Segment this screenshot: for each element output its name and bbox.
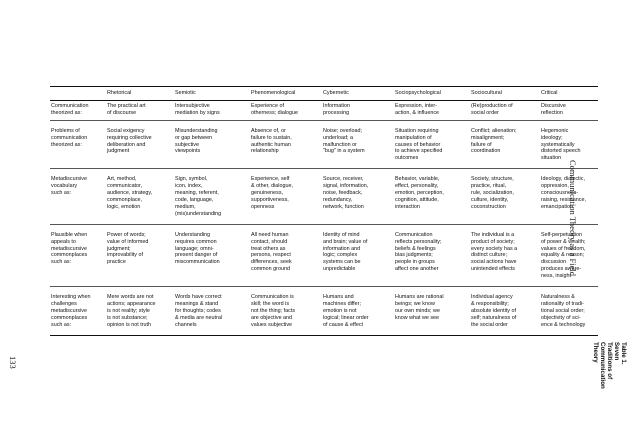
running-head: Communication Theory as a Field (568, 160, 578, 276)
cell-text-line: The practical art (107, 102, 146, 109)
cell-text-line: practice (107, 259, 126, 266)
cell-text-line: skill; the word is (251, 300, 290, 307)
cell-text-line: bias judgments; (395, 252, 433, 259)
cell-text-line: Communication (395, 231, 433, 238)
cell-text-line: Communication is (251, 294, 294, 301)
cell-text-line: is not substance; (107, 314, 148, 321)
cell-text-line: our own minds; we (395, 307, 440, 314)
cell-text-line: meanings & stand (175, 300, 219, 307)
cell-text-line: failure of (471, 141, 492, 148)
cell-text-line: discussion (541, 259, 567, 266)
cell-text-line: treat others as (251, 245, 286, 252)
cell-text-line: manipulation of (395, 134, 432, 141)
cell-text-line: "bug" in a system (323, 148, 365, 155)
cell-text-line: systems can be (323, 259, 361, 266)
cell-text-line: Ideology, dialectic, (541, 176, 585, 183)
cell-text-line: Sign, symbol, (175, 176, 208, 183)
cell-text-line: underload; a (323, 134, 353, 141)
cell-text-line: Behavior, variable, (395, 176, 440, 183)
cell-text-line: information and (323, 245, 361, 252)
cell-text-line: network, function (323, 203, 364, 210)
cell-text-line: the social order (471, 321, 508, 328)
cell-text-line: ness, insight (541, 273, 571, 280)
cell-text-line: deliberation and (107, 141, 146, 148)
row-label-cell (50, 100, 106, 120)
cell-text-line: not the thing; facts (251, 307, 296, 314)
cell-text-line: requires common (175, 238, 217, 245)
table-cell (470, 169, 540, 224)
cell-text-line: vocabulary (51, 183, 78, 190)
cell-text-line: objectivity of sci- (541, 314, 581, 321)
cell-text-line: Metadiscursive (51, 176, 87, 183)
cell-text-line: know what we see (395, 314, 440, 321)
cell-text-line: consciousness- (541, 190, 579, 197)
cell-text-line: raising, resistance, (541, 196, 586, 203)
caption-line: Communication (599, 342, 606, 389)
cell-text-line: and brain; value of (323, 238, 368, 245)
cell-text-line: actions; appearance (107, 300, 156, 307)
cell-text-line: challenges (51, 300, 77, 307)
cell-text-line: product of society; (471, 238, 515, 245)
table-cell (470, 100, 540, 120)
table-cell (174, 224, 250, 286)
cell-text-line: Understanding (175, 231, 211, 238)
cell-text-line: differences, seek (251, 259, 292, 266)
cell-text-line: absolute identity of (471, 307, 516, 314)
caption-line: Table 1. (620, 342, 627, 365)
cell-text-line: logic, emotion (107, 203, 141, 210)
cell-text-line: Humans and (323, 294, 354, 301)
cell-text-line: for thoughts; codes (175, 307, 221, 314)
cell-text-line: beliefs & feelings (395, 245, 436, 252)
caption-line: Traditions of (606, 342, 613, 380)
cell-text-line: interaction (395, 203, 420, 210)
table-row (50, 287, 598, 336)
table-cell (394, 120, 470, 169)
table-cell (250, 169, 322, 224)
cell-text-line: unpredictable (323, 266, 356, 273)
table-caption (523, 342, 627, 389)
cell-text-line: commonplaces (51, 252, 88, 259)
cell-text-line: Communication (51, 102, 89, 109)
cell-text-line: or gap between (175, 134, 213, 141)
cell-text-line: Experience, self (251, 176, 290, 183)
cell-text-line: commonplaces (51, 314, 88, 321)
cell-text-line: people in groups (395, 259, 435, 266)
cell-text-line: to achieve specified (395, 148, 443, 155)
traditions-table-container (50, 86, 598, 336)
cell-text-line: machines differ; (323, 300, 361, 307)
table-cell (322, 287, 394, 336)
cell-text-line: values of freedom, (541, 245, 586, 252)
cell-text-line: is not reality; style (107, 307, 150, 314)
table-cell (394, 287, 470, 336)
table-body (50, 100, 598, 335)
cell-text-line: Identity of mind (323, 231, 360, 238)
table-cell (322, 120, 394, 169)
cell-text-line: such as: (51, 321, 72, 328)
cell-text-line: emotion, perception, (395, 190, 444, 197)
table-cell (470, 224, 540, 286)
table-cell (394, 169, 470, 224)
table-cell (250, 287, 322, 336)
cell-text-line: of cause & effect (323, 321, 364, 328)
cell-text-line: contact, should (251, 238, 288, 245)
cell-text-line: emancipation (541, 203, 574, 210)
cell-text-line: noise, feedback, (323, 190, 363, 197)
column-header-semiotic: Semiotic (174, 87, 250, 101)
cell-text-line: present danger of (175, 252, 218, 259)
cell-text-line: audience, strategy, (107, 190, 153, 197)
cell-text-line: Hegemonic (541, 127, 569, 134)
cell-text-line: improvability of (107, 252, 143, 259)
column-header-sociopsychological: Sociopsychological (394, 87, 470, 101)
cell-text-line: logic; complex (323, 252, 358, 259)
table-cell (394, 224, 470, 286)
cell-text-line: Noise; overload; (323, 127, 362, 134)
cell-text-line: Power of words; (107, 231, 146, 238)
cell-text-line: situation (541, 155, 562, 162)
cell-text-line: Absence of, or (251, 127, 286, 134)
cell-text-line: judgment (107, 148, 130, 155)
cell-text-line: Information (323, 102, 350, 109)
cell-text-line: action, & influence (395, 109, 440, 116)
table-cell (174, 120, 250, 169)
cell-text-line: (Re)production of (471, 102, 513, 109)
row-label-cell (50, 169, 106, 224)
cell-text-line: subjective (175, 141, 199, 148)
table-cell (106, 287, 174, 336)
cell-text-line: code, language, (175, 196, 214, 203)
table-cell (322, 169, 394, 224)
table-cell (250, 100, 322, 120)
cell-text-line: language; omni- (175, 245, 214, 252)
cell-text-line: requiring collective (107, 134, 152, 141)
cell-text-line: & media are neutral (175, 314, 223, 321)
table-header-row (50, 87, 598, 101)
cell-text-line: ence & technology (541, 321, 586, 328)
cell-text-line: genuineness, (251, 190, 284, 197)
cell-text-line: produces aware- (541, 266, 582, 273)
cell-text-line: viewpoints (175, 148, 201, 155)
cell-text-line: relationship (251, 148, 279, 155)
cell-text-line: appeals to (51, 238, 76, 245)
column-header-rhetorical: Rhetorical (106, 87, 174, 101)
cell-text-line: reflects personality; (395, 238, 442, 245)
row-label-cell (50, 224, 106, 286)
cell-text-line: opinion is not truth (107, 321, 152, 328)
cell-text-line: distorted speech (541, 148, 581, 155)
cell-text-line: Naturalness & (541, 294, 575, 301)
row-label-cell (50, 120, 106, 169)
cell-text-line: practice, ritual, (471, 183, 507, 190)
column-header (50, 87, 106, 101)
cell-text-line: Intersubjective (175, 102, 210, 109)
cell-text-line: Mere words are not (107, 294, 154, 301)
cell-text-line: Words have correct (175, 294, 222, 301)
table-cell (540, 100, 598, 120)
cell-text-line: emotion is not (323, 307, 357, 314)
cell-text-line: Society, structure, (471, 176, 514, 183)
cell-text-line: Source, receiver, (323, 176, 364, 183)
cell-text-line: commonplace, (107, 196, 143, 203)
cell-text-line: such as: (51, 259, 72, 266)
cell-text-line: Interesting when (51, 294, 91, 301)
cell-text-line: persons, respect (251, 252, 291, 259)
cell-text-line: of power & wealth; (541, 238, 586, 245)
cell-text-line: Art, method, (107, 176, 137, 183)
cell-text-line: openness (251, 203, 275, 210)
cell-text-line: causes of behavior (395, 141, 441, 148)
cell-text-line: malfunction or (323, 141, 357, 148)
cell-text-line: rule, socialization, (471, 190, 514, 197)
cell-text-line: every society has a (471, 245, 518, 252)
cell-text-line: channels (175, 321, 197, 328)
cell-text-line: affect one another (395, 266, 439, 273)
cell-text-line: effect, personality, (395, 183, 439, 190)
cell-text-line: meaning, referent, (175, 190, 219, 197)
cell-text-line: outcomes (395, 155, 419, 162)
cell-text-line: of discourse (107, 109, 137, 116)
cell-text-line: Humans are rational (395, 294, 444, 301)
cell-text-line: metadiscursive (51, 245, 87, 252)
table-cell (322, 100, 394, 120)
table-cell (322, 224, 394, 286)
table-cell (394, 100, 470, 120)
cell-text-line: supportiveness, (251, 196, 289, 203)
column-header-phenomenological: Phenomenological (250, 87, 322, 101)
cell-text-line: Conflict; alienation; (471, 127, 517, 134)
cell-text-line: tional social order; (541, 307, 585, 314)
traditions-table (50, 86, 598, 336)
cell-text-line: judgment; (107, 245, 131, 252)
cell-text-line: miscommunication (175, 259, 220, 266)
cell-text-line: cognition, attitude, (395, 196, 439, 203)
cell-text-line: otherness; dialogue (251, 109, 299, 116)
cell-text-line: unintended effects (471, 266, 515, 273)
cell-text-line: Misunderstanding (175, 127, 218, 134)
cell-text-line: misalignment; (471, 134, 505, 141)
table-cell (106, 169, 174, 224)
cell-text-line: failure to sustain, (251, 134, 292, 141)
cell-text-line: medium, (175, 203, 196, 210)
table-cell (106, 100, 174, 120)
cell-text-line: mediation by signs (175, 109, 220, 116)
cell-text-line: are objective and (251, 314, 293, 321)
cell-text-line: Problems of (51, 127, 80, 134)
table-row (50, 100, 598, 120)
cell-text-line: logical; linear order (323, 314, 369, 321)
cell-text-line: Situation requiring (395, 127, 439, 134)
table-cell (106, 120, 174, 169)
cell-text-line: (mis)understanding (175, 210, 222, 217)
cell-text-line: redundancy, (323, 196, 353, 203)
table-row (50, 120, 598, 169)
cell-text-line: Expression, inter- (395, 102, 437, 109)
cell-text-line: communicator, (107, 183, 143, 190)
page-number: 133 (8, 356, 18, 369)
column-header-cybernetic: Cybernetic (322, 87, 394, 101)
cell-text-line: beings; we know (395, 300, 435, 307)
caption-line: Theory (592, 342, 599, 363)
row-label-cell (50, 287, 106, 336)
table-caption-text (592, 342, 627, 389)
cell-text-line: values subjective (251, 321, 293, 328)
table-cell (250, 224, 322, 286)
table-cell (106, 224, 174, 286)
cell-text-line: The individual is a (471, 231, 515, 238)
cell-text-line: communication (51, 134, 88, 141)
cell-text-line: such as: (51, 190, 72, 197)
cell-text-line: systematically (541, 141, 575, 148)
cell-text-line: rationality of tradi- (541, 300, 584, 307)
cell-text-line: coordination (471, 148, 501, 155)
table-row (50, 169, 598, 224)
cell-text-line: processing (323, 109, 350, 116)
cell-text-line: reflection (541, 109, 563, 116)
cell-text-line: icon, index, (175, 183, 203, 190)
cell-text-line: theorized as: (51, 109, 82, 116)
cell-text-line: & responsibility; (471, 300, 509, 307)
cell-text-line: Social exigency (107, 127, 145, 134)
cell-text-line: theorized as: (51, 141, 82, 148)
cell-text-line: equality & reason; (541, 252, 585, 259)
table-cell (174, 169, 250, 224)
cell-text-line: Plausible when (51, 231, 88, 238)
cell-text-line: All need human (251, 231, 289, 238)
cell-text-line: signal, information, (323, 183, 369, 190)
table-cell (470, 120, 540, 169)
cell-text-line: Discursive (541, 102, 566, 109)
cell-text-line: ideology; (541, 134, 563, 141)
cell-text-line: social actions have (471, 259, 517, 266)
cell-text-line: common ground (251, 266, 290, 273)
cell-text-line: Individual agency (471, 294, 513, 301)
cell-text-line: coconstruction (471, 203, 506, 210)
table-cell (470, 287, 540, 336)
cell-text-line: oppression, (541, 183, 569, 190)
caption-line: Seven (613, 342, 620, 361)
cell-text-line: authentic human (251, 141, 291, 148)
cell-text-line: value of informed (107, 238, 149, 245)
cell-text-line: social order (471, 109, 499, 116)
table-cell (174, 100, 250, 120)
cell-text-line: metadiscursive (51, 307, 87, 314)
table-cell (250, 120, 322, 169)
cell-text-line: distinct culture; (471, 252, 507, 259)
cell-text-line: & other, dialogue, (251, 183, 293, 190)
table-cell (174, 287, 250, 336)
cell-text-line: self; naturalness of (471, 314, 517, 321)
cell-text-line: Self-perpetuation (541, 231, 583, 238)
table-row (50, 224, 598, 286)
column-header-critical: Critical (540, 87, 598, 101)
cell-text-line: culture, identity, (471, 196, 509, 203)
cell-text-line: Experience of (251, 102, 284, 109)
column-header-sociocultural: Sociocultural (470, 87, 540, 101)
